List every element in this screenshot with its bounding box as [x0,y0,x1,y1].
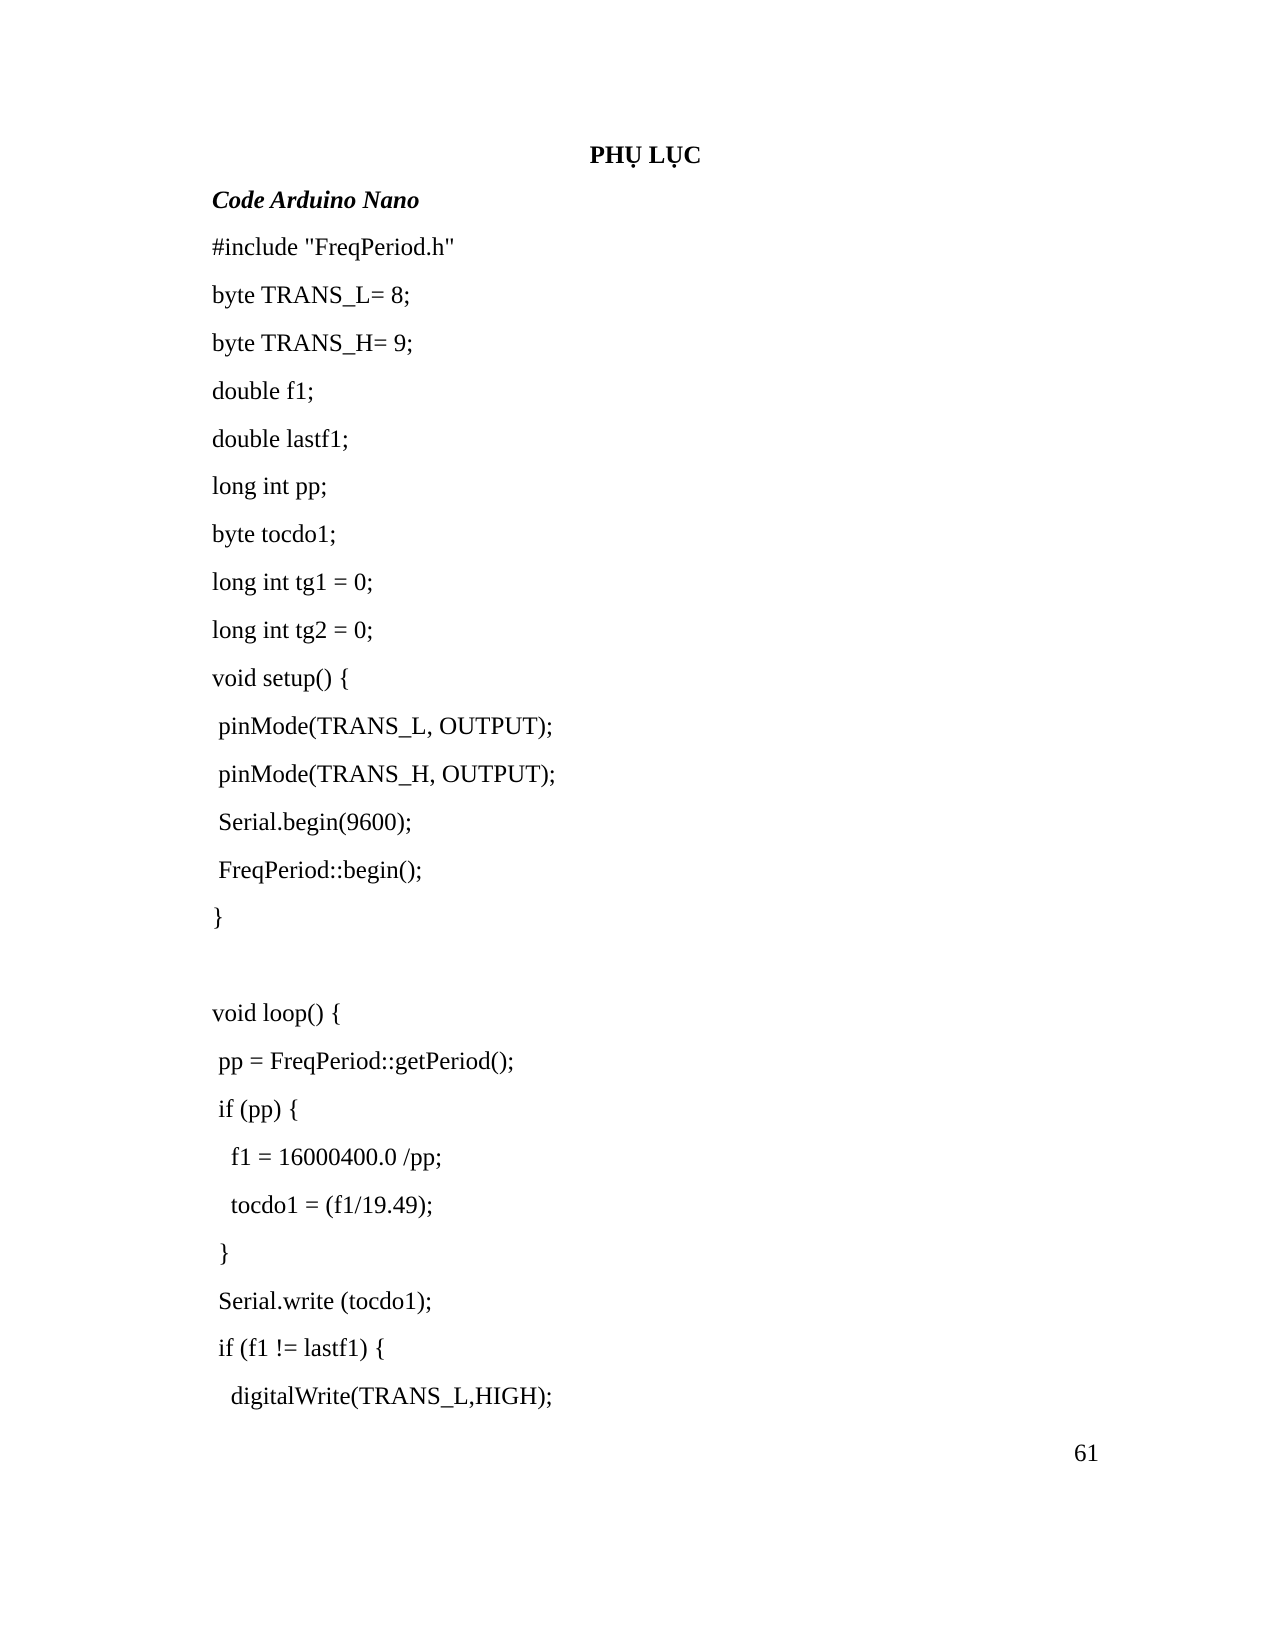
code-line: void loop() { [212,1000,343,1028]
code-line: Serial.write (tocdo1); [212,1287,433,1315]
code-line: pinMode(TRANS_L, OUTPUT); [212,712,553,740]
page-title: PHỤ LỤC [589,142,702,169]
code-line: pp = FreqPeriod::getPeriod(); [212,1048,515,1076]
code-line: Serial.begin(9600); [212,808,412,836]
code-line: long int tg1 = 0; [212,569,374,597]
code-line: byte TRANS_L= 8; [212,281,411,309]
code-line: if (f1 != lastf1) { [212,1335,386,1363]
code-line: void setup() { [212,665,351,693]
code-line: digitalWrite(TRANS_L,HIGH); [212,1383,553,1411]
code-line: byte tocdo1; [212,521,337,549]
code-listing [212,232,1012,1429]
code-line: long int pp; [212,473,328,501]
section-heading: Code Arduino Nano [212,187,420,214]
code-line: if (pp) { [212,1096,300,1124]
code-line: } [212,1239,231,1267]
code-line: f1 = 16000400.0 /pp; [212,1143,443,1171]
code-line: double f1; [212,377,315,405]
blank-line [212,950,1012,998]
code-line: byte TRANS_H= 9; [212,329,414,357]
code-line: double lastf1; [212,425,349,453]
code-line: #include "FreqPeriod.h" [212,234,455,261]
code-line: pinMode(TRANS_H, OUTPUT); [212,760,556,788]
page-number: 61 [1074,1440,1099,1467]
code-line: } [212,904,224,932]
code-line: FreqPeriod::begin(); [212,856,423,884]
code-line: tocdo1 = (f1/19.49); [212,1191,434,1219]
code-line: long int tg2 = 0; [212,617,374,645]
